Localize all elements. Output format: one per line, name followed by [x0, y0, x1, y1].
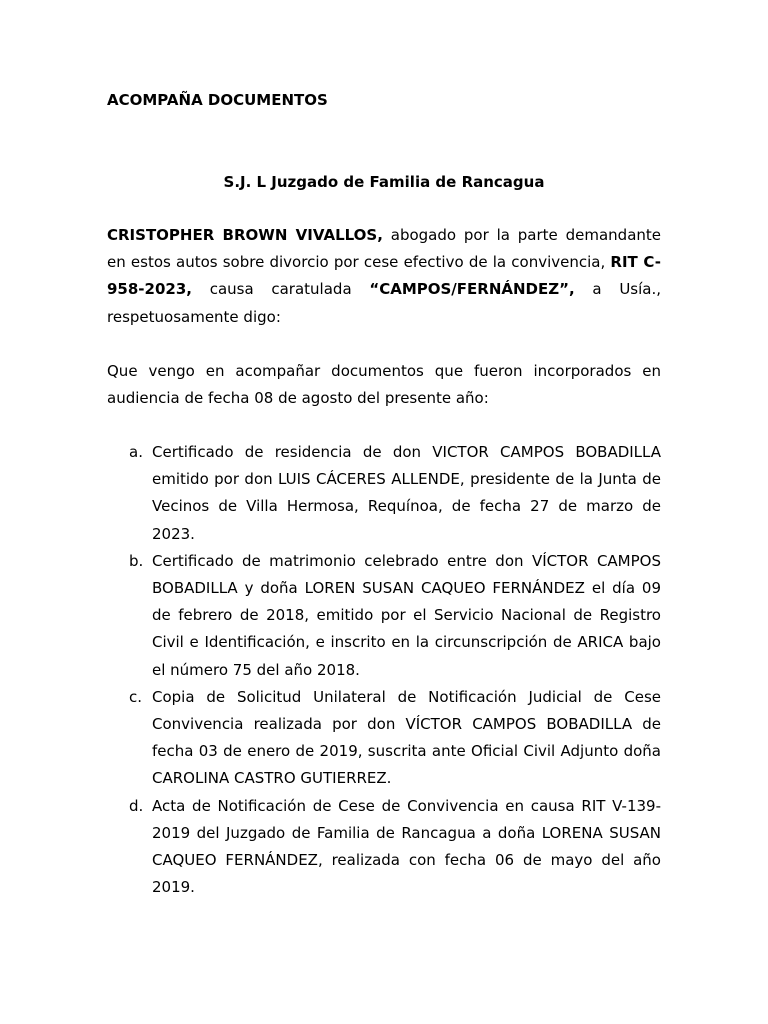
request-paragraph: Que vengo en acompañar documentos que fueron incorporados en audiencia de fecha 08 de agosto del presente año:: [107, 362, 661, 408]
document-item-marker: b.: [129, 551, 144, 570]
documents-list: [107, 439, 661, 901]
rit-number: RIT C-958-2023,: [107, 253, 661, 299]
document-item: [107, 793, 661, 902]
intro-text-2: causa caratulada: [191, 280, 370, 299]
document-item-text: Certificado de matrimonio celebrado entre don VÍCTOR CAMPOS BOBADILLA y doña LOREN SUSAN CAQUEO FERNÁNDEZ el día 09 de febrero de 2018, emitido por el Servicio Nacional de Registro Civil e Identificación, e inscrito en la circunscripción de ARICA bajo el número 75 del año 2018.: [152, 551, 661, 679]
document-item-marker: c.: [129, 687, 143, 706]
document-sumilla: ACOMPAÑA DOCUMENTOS: [107, 91, 328, 109]
court-addressee: S.J. L Juzgado de Familia de Rancagua: [223, 173, 545, 191]
intro-paragraph: [107, 222, 661, 331]
case-title: “CAMPOS/FERNÁNDEZ”,: [369, 280, 575, 299]
document-item-text: Copia de Solicitud Unilateral de Notificación Judicial de Cese Convivencia realizada por don VÍCTOR CAMPOS BOBADILLA de fecha 03 de enero de 2019, suscrita ante Oficial Civil Adjunto doña CAROLINA CASTRO GUTIERREZ.: [152, 687, 661, 788]
document-item-text: Acta de Notificación de Cese de Convivencia en causa RIT V-139-2019 del Juzgado de Familia de Rancagua a doña LORENA SUSAN CAQUEO FERNÁNDEZ, realizada con fecha 06 de mayo del año 2019.: [152, 796, 661, 897]
document-item: [107, 548, 661, 684]
document-item: [107, 684, 661, 793]
intro-text-3: a Usía., respetuosamente digo:: [107, 280, 662, 326]
document-item-marker: d.: [129, 796, 144, 815]
document-item-marker: a.: [129, 443, 143, 461]
lawyer-name: CRISTOPHER BROWN VIVALLOS,: [107, 226, 383, 244]
intro-text-1: abogado por la parte demandante en estos autos sobre divorcio por cese efectivo de la convivencia,: [107, 226, 662, 272]
document-item-text: Certificado de residencia de don VICTOR CAMPOS BOBADILLA emitido por don LUIS CÁCERES ALLENDE, presidente de la Junta de Vecinos de Villa Hermosa, Requínoa, de fecha 27 de marzo de 2023.: [152, 443, 661, 543]
document-item: [107, 439, 661, 548]
